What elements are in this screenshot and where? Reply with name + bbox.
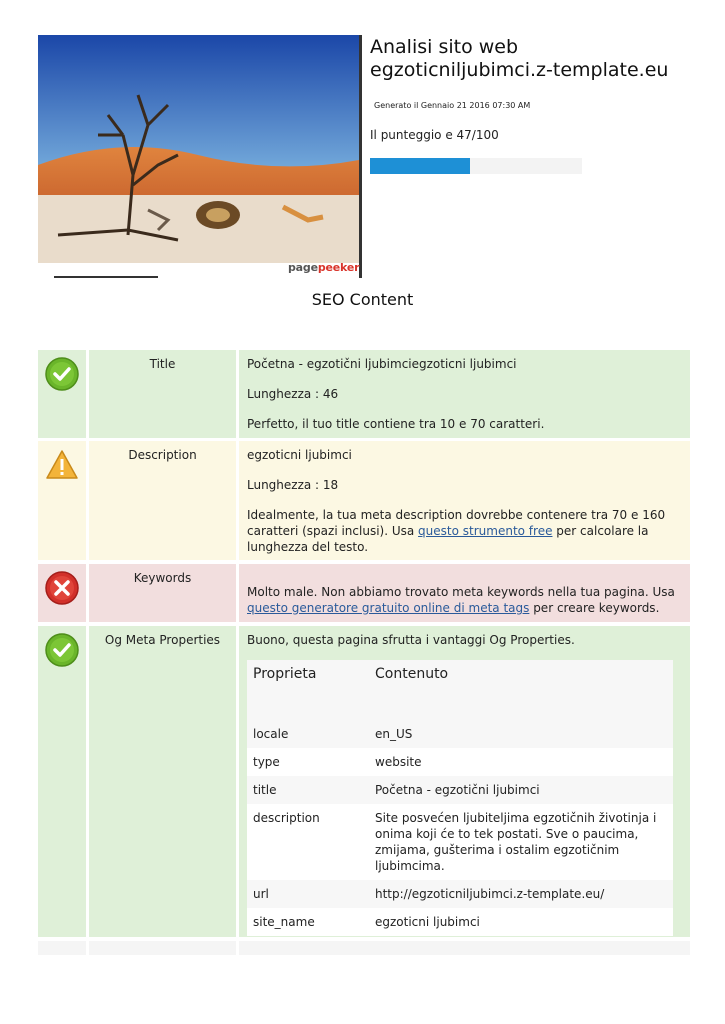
row-label: Description bbox=[89, 441, 236, 560]
description-note bbox=[247, 507, 682, 555]
status-cell bbox=[38, 441, 86, 560]
free-tool-link[interactable]: questo strumento free bbox=[418, 524, 553, 538]
status-cell bbox=[38, 941, 86, 955]
page-title bbox=[370, 36, 710, 82]
desert-scene-image bbox=[38, 35, 359, 278]
section-title: SEO Content bbox=[311, 290, 414, 309]
table-row bbox=[247, 720, 673, 748]
description-row bbox=[38, 441, 690, 560]
check-icon bbox=[45, 357, 79, 391]
cross-icon bbox=[45, 571, 79, 605]
meta-tags-generator-link[interactable]: questo generatore gratuito online di meta tags bbox=[247, 601, 530, 615]
property-value: Početna - egzotični ljubimci bbox=[369, 776, 673, 804]
row-label: Og Meta Properties bbox=[89, 626, 236, 937]
row-body bbox=[239, 626, 690, 937]
property-value: http://egzoticniljubimci.z-template.eu/ bbox=[369, 880, 673, 908]
status-cell bbox=[38, 626, 86, 937]
row-body bbox=[239, 350, 690, 438]
title-line-2: egzoticniljubimci.z-template.eu bbox=[370, 59, 669, 81]
property-name: type bbox=[247, 748, 369, 776]
note-text: per creare keywords. bbox=[529, 601, 660, 615]
table-row bbox=[247, 776, 673, 804]
description-value: egzoticni ljubimci bbox=[247, 448, 352, 462]
og-properties-table bbox=[247, 660, 673, 936]
table-header-row bbox=[247, 660, 673, 720]
warning-icon bbox=[45, 448, 79, 482]
thumbnail-underline bbox=[54, 276, 158, 278]
title-row bbox=[38, 350, 690, 438]
status-cell bbox=[38, 350, 86, 438]
keywords-note bbox=[247, 584, 682, 616]
generated-date: Generato il Gennaio 21 2016 07:30 AM bbox=[374, 101, 531, 110]
next-row bbox=[38, 941, 690, 955]
description-length: Lunghezza : 18 bbox=[247, 478, 339, 492]
table-row bbox=[247, 748, 673, 776]
score-bar-fill bbox=[370, 158, 470, 174]
property-name: url bbox=[247, 880, 369, 908]
score-bar bbox=[370, 158, 582, 174]
og-properties-row bbox=[38, 626, 690, 937]
property-value: website bbox=[369, 748, 673, 776]
keywords-row bbox=[38, 564, 690, 622]
title-note: Perfetto, il tuo title contiene tra 10 e 70 caratteri. bbox=[247, 417, 545, 431]
property-name: locale bbox=[247, 720, 369, 748]
og-note: Buono, questa pagina sfrutta i vantaggi Og Properties. bbox=[247, 633, 575, 647]
table-row bbox=[247, 908, 673, 936]
note-text: Idealmente, la tua meta description dovrebbe contenere tra 70 e 160 caratteri (spazi inclusi). Usa bbox=[247, 508, 666, 538]
title-line-1: Analisi sito web bbox=[370, 36, 519, 58]
property-name: site_name bbox=[247, 908, 369, 936]
title-value: Početna - egzotični ljubimciegzoticni ljubimci bbox=[247, 357, 517, 371]
column-header: Contenuto bbox=[369, 660, 673, 720]
check-icon bbox=[45, 633, 79, 667]
property-name: title bbox=[247, 776, 369, 804]
property-value: Site posvećen ljubiteljima egzotičnih životinja i onima koji će to tek postati. Sve o paucima, zmijama, gušterima i ostalim egzotičnim ljubimcima. bbox=[369, 804, 673, 880]
property-name: description bbox=[247, 804, 369, 880]
row-body bbox=[239, 941, 690, 955]
note-text: Molto male. Non abbiamo trovato meta keywords nella tua pagina. Usa bbox=[247, 585, 675, 599]
site-thumbnail bbox=[38, 35, 362, 278]
table-row bbox=[247, 804, 673, 880]
row-body bbox=[239, 441, 690, 560]
pagepeeker-logo: pagepeeker bbox=[288, 261, 360, 274]
row-body bbox=[239, 564, 690, 622]
row-label: Title bbox=[89, 350, 236, 438]
status-cell bbox=[38, 564, 86, 622]
score-text: Il punteggio e 47/100 bbox=[370, 128, 499, 142]
row-label: Keywords bbox=[89, 564, 236, 622]
title-length: Lunghezza : 46 bbox=[247, 387, 339, 401]
table-body bbox=[247, 720, 673, 936]
row-label bbox=[89, 941, 236, 955]
table-row bbox=[247, 880, 673, 908]
property-value: egzoticni ljubimci bbox=[369, 908, 673, 936]
note-text: per calcolare la lunghezza del testo. bbox=[247, 524, 649, 554]
column-header: Proprieta bbox=[247, 660, 369, 720]
property-value: en_US bbox=[369, 720, 673, 748]
